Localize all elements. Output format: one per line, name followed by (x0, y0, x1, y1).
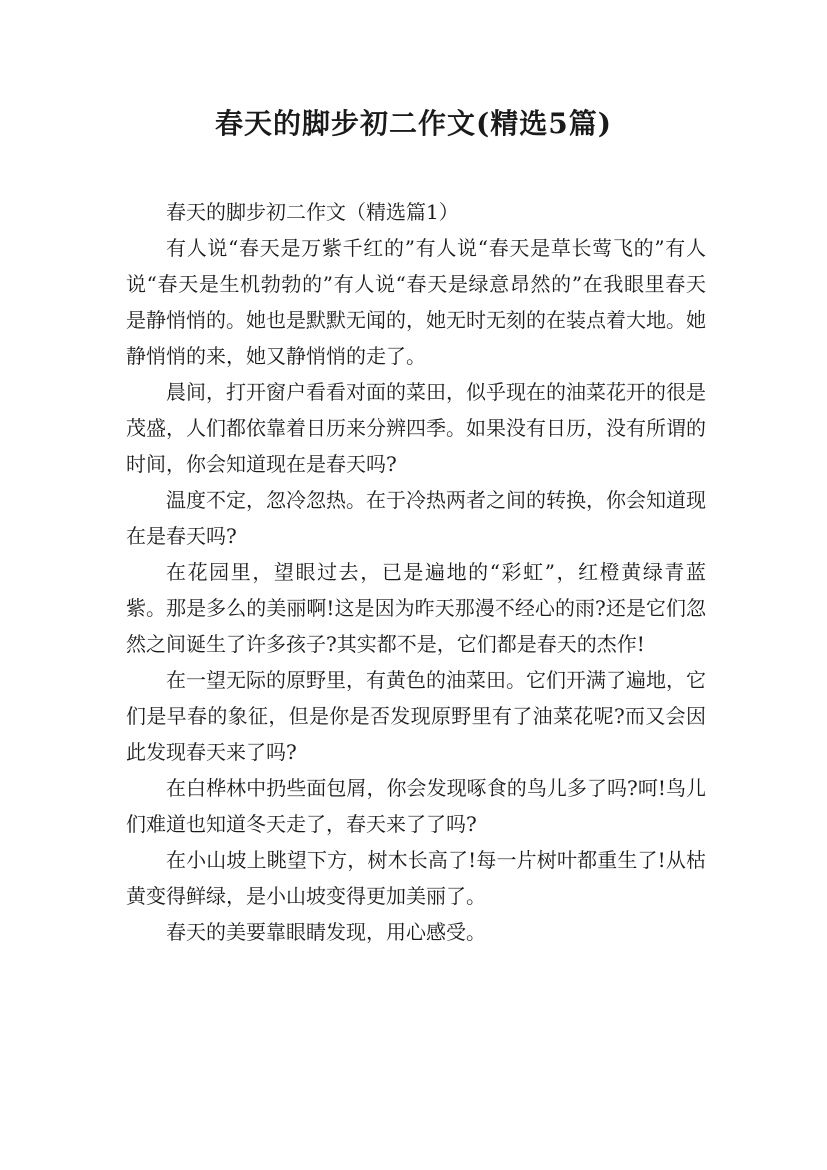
paragraph-1: 有人说“春天是万紫千红的”有人说“春天是草长莺飞的”有人说“春天是生机勃勃的”有人说“春天是绿意昂然的”在我眼里春天是静悄悄的。她也是默默无闻的，她无时无刻的在装点着大地。她静悄悄的来，她又静悄悄的走了。 (126, 236, 706, 368)
paragraph-3: 温度不定，忽冷忽热。在于冷热两者之间的转换，你会知道现在是春天吗? (126, 488, 706, 548)
section-heading: 春天的脚步初二作文（精选篇1） (166, 200, 459, 224)
paragraph-2: 晨间，打开窗户看看对面的菜田，似乎现在的油菜花开的很是茂盛，人们都依靠着日历来分辨四季。如果没有日历，没有所谓的时间，你会知道现在是春天吗? (126, 380, 706, 476)
paragraph-4: 在花园里，望眼过去，已是遍地的“彩虹”，红橙黄绿青蓝紫。那是多么的美丽啊!这是因为昨天那漫不经心的雨?还是它们忽然之间诞生了许多孩子?其实都不是，它们都是春天的杰作! (126, 560, 706, 656)
document-title: 春天的脚步初二作文(精选5篇) (215, 107, 612, 140)
paragraph-7: 在小山坡上眺望下方，树木长高了!每一片树叶都重生了!从枯黄变得鲜绿，是小山坡变得更加美丽了。 (126, 848, 706, 908)
paragraph-8: 春天的美要靠眼睛发现，用心感受。 (166, 920, 486, 944)
paragraph-6: 在白桦林中扔些面包屑，你会发现啄食的鸟儿多了吗?呵!鸟儿们难道也知道冬天走了，春天来了了吗? (126, 776, 706, 836)
paragraph-5: 在一望无际的原野里，有黄色的油菜田。它们开满了遍地，它们是早春的象征，但是你是否发现原野里有了油菜花呢?而又会因此发现春天来了吗? (126, 668, 706, 764)
document-body (126, 194, 706, 950)
